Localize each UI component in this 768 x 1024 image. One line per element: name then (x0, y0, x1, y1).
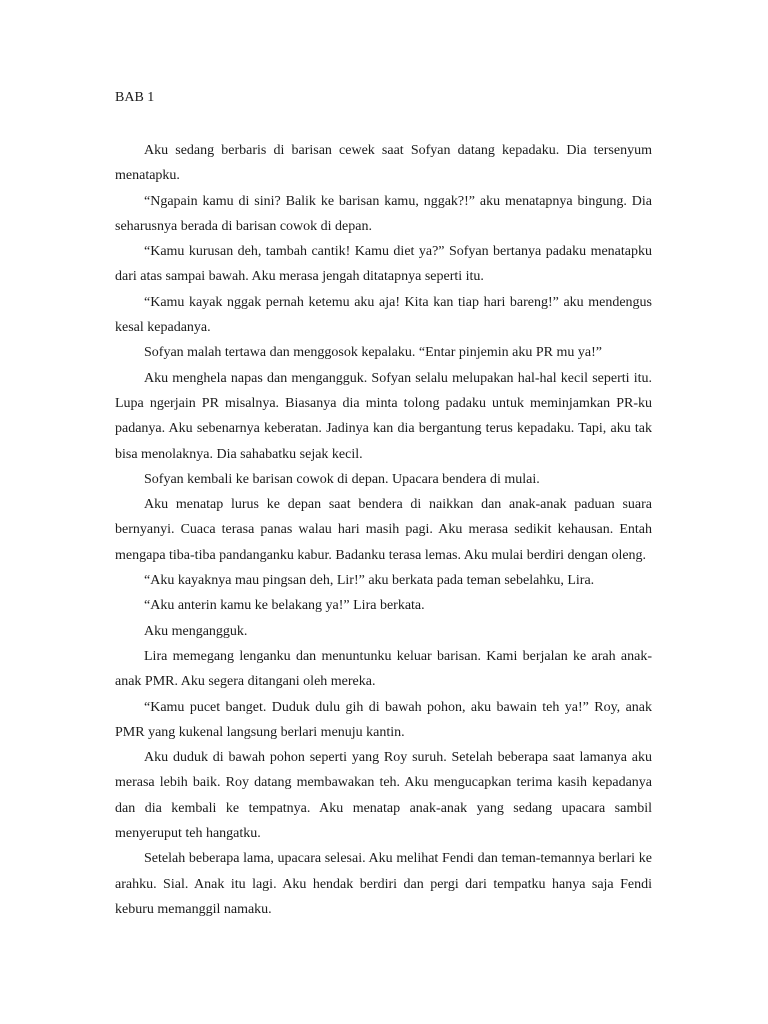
paragraph: “Kamu kayak nggak pernah ketemu aku aja! Kita kan tiap hari bareng!” aku mendengus kesal kepadanya. (115, 294, 652, 336)
paragraph: Aku duduk di bawah pohon seperti yang Roy suruh. Setelah beberapa saat lamanya aku merasa lebih baik. Roy datang membawakan teh. Aku mengucapkan terima kasih kepadanya dan dia kembali ke tempatnya. Aku menatap anak-anak yang sedang upacara sambil menyeruput teh hangatku. (115, 750, 652, 842)
paragraph: “Aku kayaknya mau pingsan deh, Lir!” aku berkata pada teman sebelahku, Lira. (144, 573, 595, 589)
paragraph: Aku sedang berbaris di barisan cewek saat Sofyan datang kepadaku. Dia tersenyum menatapku. (115, 143, 652, 184)
paragraph: Sofyan kembali ke barisan cowok di depan. Upacara bendera di mulai. (144, 471, 540, 487)
paragraph: Setelah beberapa lama, upacara selesai. Aku melihat Fendi dan teman-temannya berlari ke arahku. Sial. Anak itu lagi. Aku hendak berdiri dan pergi dari tempatku hanya saja Fendi keburu memanggil namaku. (115, 851, 652, 917)
paragraph: Aku mengangguk. (144, 623, 248, 639)
document-page (115, 86, 652, 922)
chapter-title: BAB 1 (115, 90, 155, 105)
paragraph: Aku menghela napas dan mengangguk. Sofyan selalu melupakan hal-hal kecil seperti itu. Lupa ngerjain PR misalnya. Biasanya dia minta tolong padaku untuk meminjamkan PR-ku padanya. Aku sebenarnya keberatan. Jadinya kan dia bergantung terus kepadaku. Tapi, aku tak bisa menolaknya. Dia sahabatku sejak kecil. (115, 370, 652, 462)
paragraph: Sofyan malah tertawa dan menggosok kepalaku. “Entar pinjemin aku PR mu ya!” (144, 345, 602, 361)
paragraph: “Ngapain kamu di sini? Balik ke barisan kamu, nggak?!” aku menatapnya bingung. Dia seharusnya berada di barisan cowok di depan. (115, 193, 652, 234)
paragraph: “Kamu pucet banget. Duduk dulu gih di bawah pohon, aku bawain teh ya!” Roy, anak PMR yang kukenal langsung berlari menuju kantin. (115, 699, 652, 740)
paragraph: Lira memegang lenganku dan menuntunku keluar barisan. Kami berjalan ke arah anak-anak PMR. Aku segera ditangani oleh mereka. (115, 648, 652, 690)
paragraph: Aku menatap lurus ke depan saat bendera di naikkan dan anak-anak paduan suara bernyanyi. Cuaca terasa panas walau hari masih pagi. Aku merasa sedikit kehausan. Entah mengapa tiba-tiba pandanganku kabur. Badanku terasa lemas. Aku mulai berdiri dengan oleng. (115, 497, 652, 563)
paragraph: “Aku anterin kamu ke belakang ya!” Lira berkata. (144, 598, 425, 614)
paragraph: “Kamu kurusan deh, tambah cantik! Kamu diet ya?” Sofyan bertanya padaku menatapku dari atas sampai bawah. Aku merasa jengah ditatapnya seperti itu. (115, 244, 652, 285)
